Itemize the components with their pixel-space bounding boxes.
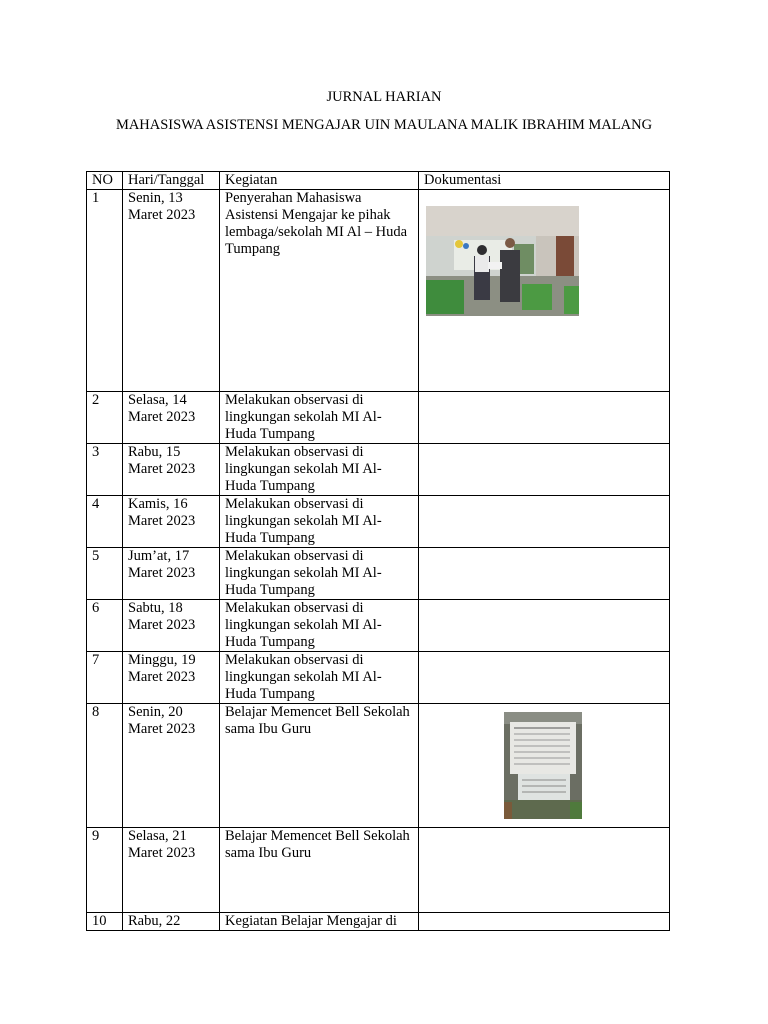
- document-title: JURNAL HARIAN: [326, 89, 442, 105]
- row-no: 9: [87, 828, 123, 913]
- documentation-photo-bell-schedule: [504, 712, 582, 819]
- row-activity: Belajar Memencet Bell Sekolah sama Ibu Guru: [220, 704, 419, 828]
- row-date: Rabu, 22: [123, 913, 220, 931]
- header-no: NO: [87, 172, 123, 190]
- row-no: 10: [87, 913, 123, 931]
- header-documentation: Dokumentasi: [419, 172, 670, 190]
- row-no: 8: [87, 704, 123, 828]
- row-no: 3: [87, 444, 123, 496]
- row-date: Rabu, 15 Maret 2023: [123, 444, 220, 496]
- row-documentation: [419, 548, 670, 600]
- table-row: [87, 913, 670, 931]
- table-row: [87, 392, 670, 444]
- documentation-photo-handover: [426, 206, 579, 316]
- row-date: Sabtu, 18 Maret 2023: [123, 600, 220, 652]
- row-documentation: [419, 444, 670, 496]
- row-no: 2: [87, 392, 123, 444]
- row-date: Senin, 13 Maret 2023: [123, 190, 220, 392]
- row-date: Minggu, 19 Maret 2023: [123, 652, 220, 704]
- row-no: 7: [87, 652, 123, 704]
- row-date: Jum’at, 17 Maret 2023: [123, 548, 220, 600]
- row-documentation: [419, 496, 670, 548]
- row-no: 1: [87, 190, 123, 392]
- journal-table: [86, 171, 670, 931]
- row-activity: Melakukan observasi di lingkungan sekolah MI Al-Huda Tumpang: [220, 392, 419, 444]
- table-row: [87, 652, 670, 704]
- row-date: Selasa, 21 Maret 2023: [123, 828, 220, 913]
- row-activity: Melakukan observasi di lingkungan sekolah MI Al-Huda Tumpang: [220, 600, 419, 652]
- table-header-row: [87, 172, 670, 190]
- row-no: 5: [87, 548, 123, 600]
- table-row: [87, 496, 670, 548]
- row-no: 6: [87, 600, 123, 652]
- row-activity: Belajar Memencet Bell Sekolah sama Ibu Guru: [220, 828, 419, 913]
- row-documentation: [419, 392, 670, 444]
- header-activity: Kegiatan: [220, 172, 419, 190]
- table-row: [87, 190, 670, 392]
- table-row: [87, 704, 670, 828]
- row-date: Selasa, 14 Maret 2023: [123, 392, 220, 444]
- row-documentation: [419, 600, 670, 652]
- row-date: Senin, 20 Maret 2023: [123, 704, 220, 828]
- row-documentation: [419, 913, 670, 931]
- table-row: [87, 444, 670, 496]
- row-documentation: [419, 652, 670, 704]
- document-subtitle: MAHASISWA ASISTENSI MENGAJAR UIN MAULANA MALIK IBRAHIM MALANG: [115, 117, 653, 133]
- row-activity: Melakukan observasi di lingkungan sekolah MI Al-Huda Tumpang: [220, 652, 419, 704]
- row-no: 4: [87, 496, 123, 548]
- row-activity: Melakukan observasi di lingkungan sekolah MI Al-Huda Tumpang: [220, 444, 419, 496]
- table-row: [87, 828, 670, 913]
- row-activity: Kegiatan Belajar Mengajar di: [220, 913, 419, 931]
- row-date: Kamis, 16 Maret 2023: [123, 496, 220, 548]
- header-date: Hari/Tanggal: [123, 172, 220, 190]
- row-activity: Melakukan observasi di lingkungan sekolah MI Al-Huda Tumpang: [220, 496, 419, 548]
- row-documentation: [419, 828, 670, 913]
- row-activity: Penyerahan Mahasiswa Asistensi Mengajar ke pihak lembaga/sekolah MI Al – Huda Tumpang: [220, 190, 419, 392]
- table-row: [87, 548, 670, 600]
- table-row: [87, 600, 670, 652]
- row-activity: Melakukan observasi di lingkungan sekolah MI Al-Huda Tumpang: [220, 548, 419, 600]
